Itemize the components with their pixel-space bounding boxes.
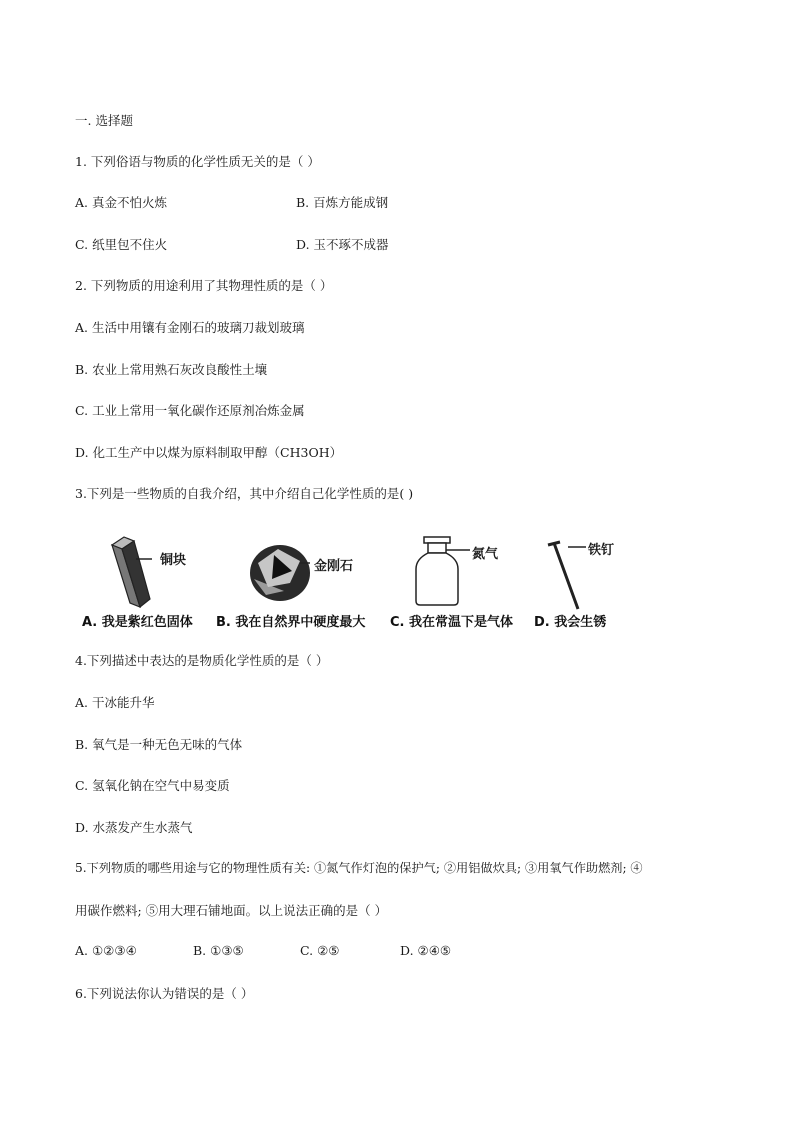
question-5-stem-line-2: 用碳作燃料; ⑤用大理石铺地面。以上说法正确的是（ ） bbox=[75, 903, 388, 918]
label-copper-block: 铜块 bbox=[160, 553, 187, 568]
caption-d: D. 我会生锈 bbox=[534, 615, 607, 630]
question-2-option-b: B. 农业上常用熟石灰改良酸性土壤 bbox=[75, 362, 268, 377]
question-5-option-a: A. ①②③④ bbox=[75, 943, 137, 958]
question-2-option-a: A. 生活中用镶有金刚石的玻璃刀裁划玻璃 bbox=[75, 320, 305, 335]
question-1-stem: 1. 下列俗语与物质的化学性质无关的是（ ） bbox=[75, 154, 320, 169]
question-2-option-c: C. 工业上常用一氧化碳作还原剂冶炼金属 bbox=[75, 403, 305, 418]
diamond-icon bbox=[250, 545, 310, 601]
question-1-option-d: D. 玉不琢不成器 bbox=[296, 237, 389, 252]
question-4-stem: 4.下列描述中表达的是物质化学性质的是（ ） bbox=[75, 653, 329, 668]
question-2-stem: 2. 下列物质的用途利用了其物理性质的是（ ） bbox=[75, 278, 333, 293]
question-1-option-c: C. 纸里包不住火 bbox=[75, 237, 168, 252]
question-5-option-d: D. ②④⑤ bbox=[400, 943, 452, 958]
question-2-option-d: D. 化工生产中以煤为原料制取甲醇（CH3OH） bbox=[75, 445, 343, 460]
question-4-option-c: C. 氢氧化钠在空气中易变质 bbox=[75, 778, 230, 793]
question-3-figure bbox=[78, 533, 618, 630]
question-3-stem: 3.下列是一些物质的自我介绍，其中介绍自己化学性质的是( ) bbox=[75, 486, 414, 501]
caption-c: C. 我在常温下是气体 bbox=[390, 615, 514, 630]
iron-nail-icon bbox=[548, 542, 586, 609]
question-4-option-d: D. 水蒸发产生水蒸气 bbox=[75, 820, 193, 835]
copper-block-icon bbox=[112, 537, 152, 607]
question-1-option-b: B. 百炼方能成钢 bbox=[296, 195, 389, 210]
label-iron-nail: 铁钉 bbox=[588, 543, 615, 558]
section-title: 一. 选择题 bbox=[75, 113, 133, 128]
question-4-option-b: B. 氧气是一种无色无味的气体 bbox=[75, 737, 243, 752]
question-5-option-c: C. ②⑤ bbox=[300, 943, 340, 958]
question-4-option-a: A. 干冰能升华 bbox=[75, 695, 155, 710]
question-5-stem-line-1: 5.下列物质的哪些用途与它的物理性质有关: ①氮气作灯泡的保护气; ②用铝做炊具; ③用氧气作助燃剂; ④ bbox=[75, 861, 643, 875]
caption-a: A. 我是紫红色固体 bbox=[82, 615, 193, 630]
question-1-option-a: A. 真金不怕火炼 bbox=[75, 195, 167, 210]
label-diamond: 金刚石 bbox=[314, 559, 354, 574]
gas-bottle-icon bbox=[416, 537, 470, 605]
question-6-stem: 6.下列说法你认为错误的是（ ） bbox=[75, 986, 254, 1001]
question-5-option-b: B. ①③⑤ bbox=[193, 943, 244, 958]
label-nitrogen: 氮气 bbox=[472, 547, 499, 562]
caption-b: B. 我在自然界中硬度最大 bbox=[216, 615, 366, 630]
